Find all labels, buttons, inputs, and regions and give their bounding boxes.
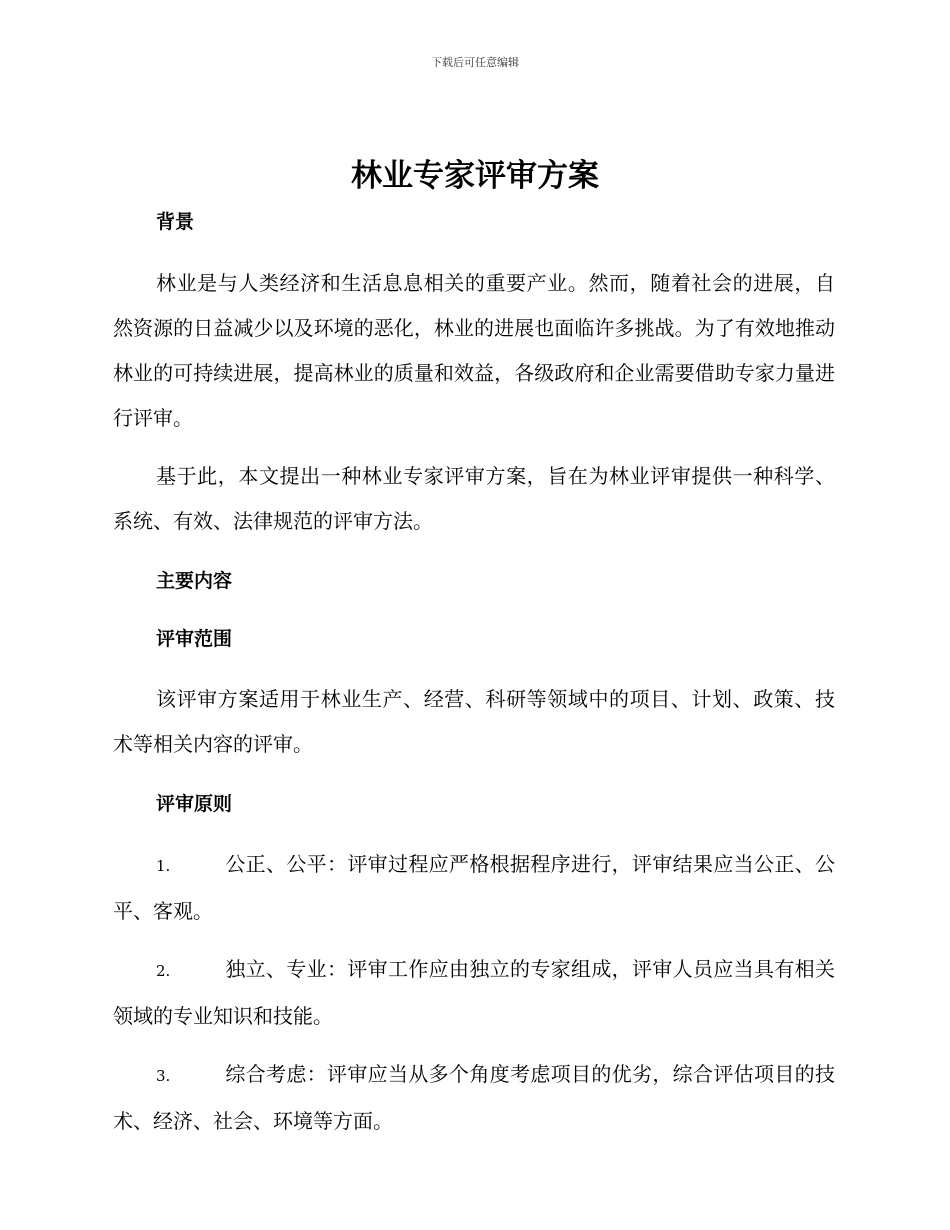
- list-number: 1.: [156, 857, 171, 875]
- list-item-text: 综合考虑：评审应当从多个角度考虑项目的优劣，综合评估项目的技术、经济、社会、环境等方面。: [113, 1062, 835, 1133]
- page-header-note: 下载后可任意编辑: [431, 56, 519, 69]
- section-heading-background: 背景: [156, 211, 195, 233]
- list-item-text: 独立、专业：评审工作应由独立的专家组成，评审人员应当具有相关领域的专业知识和技能。: [113, 957, 835, 1028]
- section-heading-scope: 评审范围: [156, 628, 233, 650]
- paragraph-background-2: 基于此，本文提出一种林业专家评审方案，旨在为林业评审提供一种科学、系统、有效、法律规范的评审方法。: [113, 464, 835, 533]
- list-item-principle-2: [113, 947, 835, 1039]
- list-item-text: 公正、公平：评审过程应严格根据程序进行，评审结果应当公正、公平、客观。: [113, 852, 835, 923]
- section-heading-main: 主要内容: [156, 570, 233, 592]
- list-number: 3.: [156, 1067, 171, 1085]
- paragraph-scope: 该评审方案适用于林业生产、经营、科研等领域中的项目、计划、政策、技术等相关内容的评审。: [113, 687, 835, 756]
- list-number: 2.: [156, 962, 171, 980]
- document-body: [113, 208, 835, 1144]
- list-item-principle-3: [113, 1052, 835, 1144]
- section-heading-principles: 评审原则: [156, 793, 233, 815]
- list-item-principle-1: [113, 842, 835, 934]
- document-title: 林业专家评审方案: [351, 158, 599, 194]
- paragraph-background-1: 林业是与人类经济和生活息息相关的重要产业。然而，随着社会的进展，自然资源的日益减少以及环境的恶化，林业的进展也面临许多挑战。为了有效地推动林业的可持续进展，提高林业的质量和效益，各级政府和企业需要借助专家力量进行评审。: [113, 271, 835, 430]
